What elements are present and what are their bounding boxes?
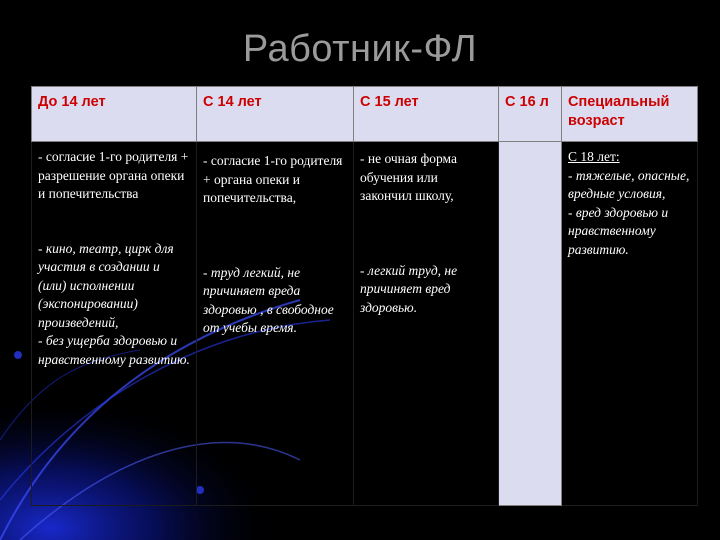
cell-text: - согласие 1-го родителя + разрешение органа опеки и попечительства	[38, 149, 189, 201]
cell-text-age: С 18 лет:	[568, 149, 620, 164]
table-row	[32, 142, 698, 506]
cell-special-age	[562, 142, 698, 506]
cell-under-14	[32, 142, 197, 506]
cell-text-italic: - труд легкий, не причиняет вреда здоровью , в свободное от учебы время.	[203, 264, 334, 335]
cell-from-15	[354, 142, 499, 506]
slide-title: Работник-ФЛ	[242, 28, 478, 70]
cell-text: - не очная форма обучения или закончил школу,	[360, 151, 457, 203]
cell-text-italic: - легкий труд, не причиняет вред здоровью.	[360, 262, 458, 315]
header-from-14: С 14 лет	[197, 87, 354, 142]
header-under-14: До 14 лет	[32, 87, 197, 142]
table-header-row	[32, 87, 698, 142]
cell-from-14	[197, 142, 354, 506]
cell-text-italic: - кино, театр, цирк для участия в создании и (или) исполнении (экспонировании) произведений, - без ущерба здоровью и нравственному развитию.	[38, 240, 190, 367]
cell-text: - согласие 1-го родителя + органа опеки и попечительства,	[203, 153, 343, 205]
header-from-15: С 15 лет	[354, 87, 499, 142]
header-from-16: С 16 л	[499, 87, 562, 142]
header-special-age: Специальный возраст	[562, 87, 698, 142]
cell-text-italic: - тяжелые, опасные, вредные условия, - вред здоровью и нравственному развитию.	[568, 167, 690, 257]
cell-from-16-empty	[499, 142, 562, 506]
age-requirements-table	[31, 86, 698, 506]
